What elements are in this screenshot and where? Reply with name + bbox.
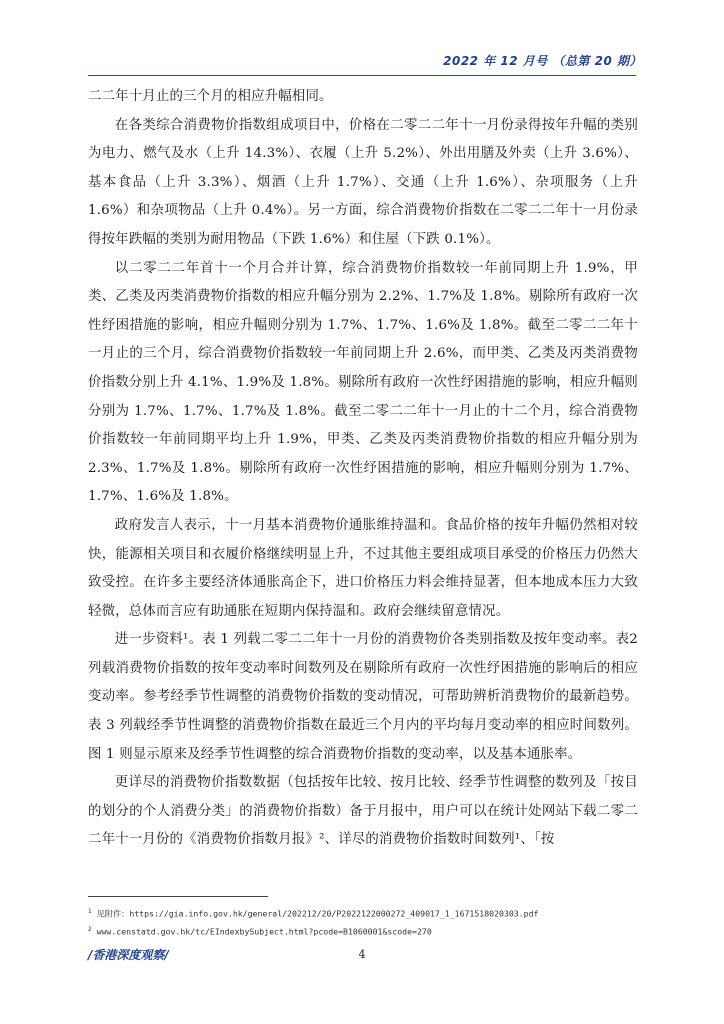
page-number: 4 xyxy=(358,948,366,961)
footnote-link[interactable]: www.censtatd.gov.hk/tc/EIndexbySubject.html?pcode=B1060001&scode=270 xyxy=(96,926,432,937)
footnote-item xyxy=(88,922,648,940)
publication-name: /香港深度观察/ xyxy=(88,948,169,962)
issue-header: 2022 年 12 月号 （总第 20 期） xyxy=(443,54,642,68)
footnote-mark: 2 xyxy=(88,925,92,933)
paragraph: 政府发言人表示，十一月基本消费物价通胀维持温和。食品价格的按年升幅仍然相对较快，能源相关项目和衣履价格继续明显上升，不过其他主要组成项目承受的价格压力仍然大致受控。在许多主要经济体通胀高企下，进口价格压力料会维持显著，但本地成本压力大致轻微，总体而言应有助通胀在短期内保持温和。政府会继续留意情况。 xyxy=(88,517,638,619)
paragraph: 进一步资料¹。表 1 列载二零二二年十一月份的消费物价各类别指数及按年变动率。表2列载消费物价指数的按年变动率时间数列及在剔除所有政府一次性纾困措施的影响后的相应变动率。参考经季节性调整的消费物价指数的变动情况，可帮助辨析消费物价的最新趋势。表 3 列载经季节性调整的消费物价指数在最近三个月内的平均每月变动率的相应时间数列。图 1 则显示原来及经季节性调整的综合消费物价指数的变动率，以及基本通胀率。 xyxy=(88,632,638,762)
paragraph: 以二零二二年首十一个月合并计算，综合消费物价指数较一年前同期上升 1.9%，甲类、乙类及丙类消费物价指数的相应升幅分别为 2.2%、1.7%及 1.8%。剔除所有政府一次性纾困措施的影响，相应升幅则分别为 1.7%、1.7%、1.6%及 1.8%。截至二零二二年十一月止的三个月，综合消费物价指数较一年前同期上升 2.6%，而甲类、乙类及丙类消费物价指数分别上升 4.1%、1.9%及 1.8%。剔除所有政府一次性纾困措施的影响，相应升幅则分别为 1.7%、1.7%、1.7%及 1.8%。截至二零二二年十一月止的十二个月，综合消费物价指数较一年前同期平均上升 1.9%，甲类、乙类及丙类消费物价指数的相应升幅分别为 2.3%、1.7%及 1.8%。剔除所有政府一次性纾困措施的影响，相应升幅则分别为 1.7%、1.7%、1.6%及 1.8%。 xyxy=(88,260,638,505)
footnote-divider xyxy=(88,896,268,897)
article-body xyxy=(88,83,638,855)
paragraph: 更详尽的消费物价指数数据（包括按年比较、按月比较、经季节性调整的数列及「按目的划分的个人消费分类」的消费物价指数）备于月报中，用户可以在统计处网站下载二零二二年十一月份的《消费物价指数月报》²、详尽的消费物价指数时间数列¹、「按 xyxy=(88,775,638,848)
footnote-mark: 1 xyxy=(88,908,92,915)
header-divider xyxy=(88,75,636,76)
footnote-link[interactable]: 见附件：https://gia.info.gov.hk/general/202212/20/P2022122000272_409017_1_1671518020303.pdf xyxy=(96,908,539,919)
paragraph-continuation: 二二年十月止的三个月的相应升幅相同。 xyxy=(88,89,333,104)
footnote-item xyxy=(88,904,648,922)
paragraph: 在各类综合消费物价指数组成项目中，价格在二零二二年十一月份录得按年升幅的类别为电力、燃气及水（上升 14.3%）、衣履（上升 5.2%）、外出用膳及外卖（上升 3.6%）、基本食品（上升 3.3%）、烟酒（上升 1.7%）、交通（上升 1.6%）、杂项服务（上升 1.6%）和杂项物品（上升 0.4%）。另一方面，综合消费物价指数在二零二二年十一月份录得按年跌幅的类别为耐用物品（下跌 1.6%）和住屋（下跌 0.1%）。 xyxy=(88,117,638,247)
footnotes xyxy=(88,904,648,939)
